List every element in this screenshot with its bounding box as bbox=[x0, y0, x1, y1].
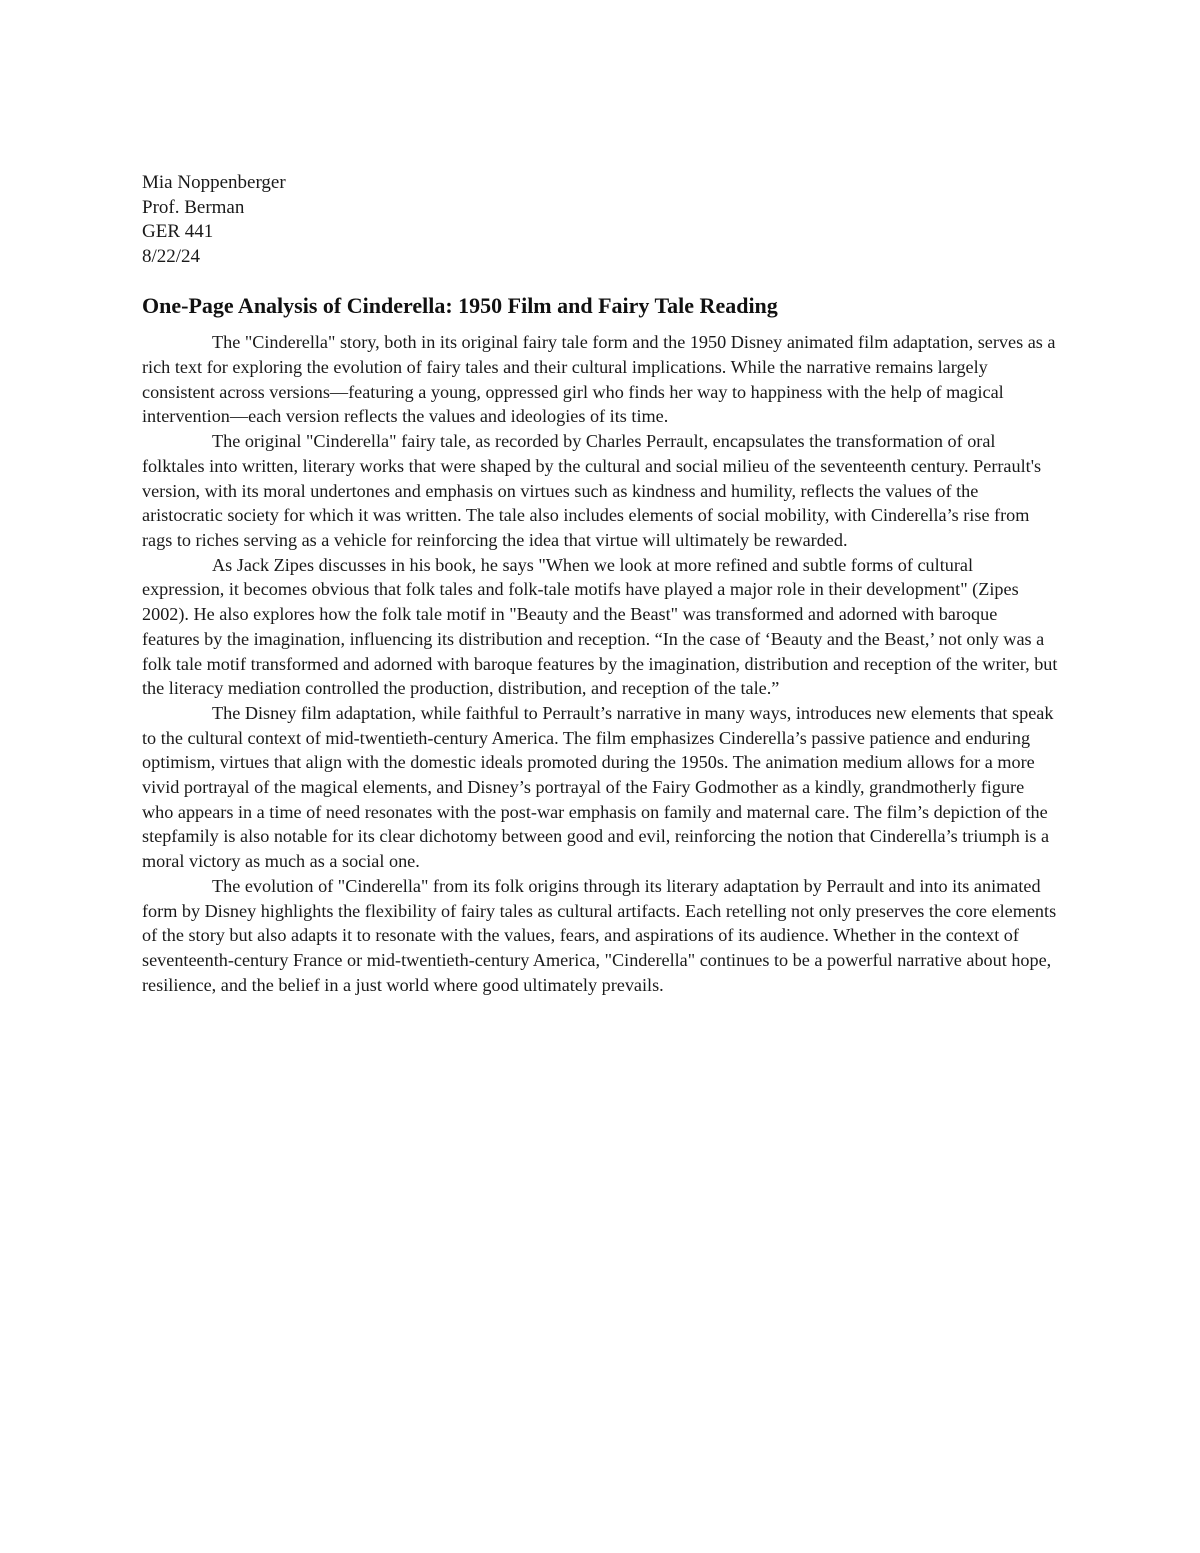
paragraph-conclusion: The evolution of "Cinderella" from its folk origins through its literary adaptation by Perrault and into its animated form by Disney highlights the flexibility of fairy tales as cultural artifacts. Each retelling not only preserves the core elements of the story but also adapts it to resonate with the values, fears, and aspirations of its audience. Whether in the context of seventeenth-century France or mid-twentieth-century America, "Cinderella" continues to be a powerful narrative about hope, resilience, and the belief in a just world where good ultimately prevails. bbox=[142, 875, 1057, 995]
document-header bbox=[142, 171, 1058, 269]
document-body bbox=[142, 330, 1058, 997]
paragraph-intro: The "Cinderella" story, both in its original fairy tale form and the 1950 Disney animated film adaptation, serves as a rich text for exploring the evolution of fairy tales and their cultural implications. While the narrative remains largely consistent across versions—featuring a young, oppressed girl who finds her way to happiness with the help of magical intervention—each version reflects the values and ideologies of its time. bbox=[142, 332, 1056, 427]
paragraph-perrault: The original "Cinderella" fairy tale, as recorded by Charles Perrault, encapsulates the transformation of oral folktales into written, literary works that were shaped by the cultural and social milieu of the seventeenth century. Perrault's version, with its moral undertones and emphasis on virtues such as kindness and humility, reflects the values of the aristocratic society for which it was written. The tale also includes elements of social mobility, with Cinderella’s rise from rags to riches serving as a vehicle for reinforcing the idea that virtue will ultimately be rewarded. bbox=[142, 431, 1042, 550]
course-code: GER 441 bbox=[142, 221, 214, 243]
professor-name: Prof. Berman bbox=[142, 196, 245, 218]
author-name: Mia Noppenberger bbox=[142, 172, 286, 193]
paragraph-zipes: As Jack Zipes discusses in his book, he says "When we look at more refined and subtle forms of cultural expression, it becomes obvious that folk tales and folk-tale motifs have played a major role in their development" (Zipes 2002). He also explores how the folk tale motif in "Beauty and the Beast" was transformed and adorned with baroque features by the imagination, influencing its distribution and reception. “In the case of ‘Beauty and the Beast,’ not only was a folk tale motif transformed and adorned with baroque features by the imagination, distribution and reception of the writer, but the literacy mediation controlled the production, distribution, and reception of the tale.” bbox=[142, 554, 1058, 699]
document-date: 8/22/24 bbox=[142, 245, 201, 267]
paragraph-disney: The Disney film adaptation, while faithful to Perrault’s narrative in many ways, introduces new elements that speak to the cultural context of mid-twentieth-century America. The film emphasizes Cinderella’s passive patience and enduring optimism, virtues that align with the domestic ideals promoted during the 1950s. The animation medium allows for a more vivid portrayal of the magical elements, and Disney’s portrayal of the Fairy Godmother as a kindly, grandmotherly figure who appears in a time of need resonates with the post-war emphasis on family and maternal care. The film’s depiction of the stepfamily is also notable for its clear dichotomy between good and evil, reinforcing the notion that Cinderella’s triumph is a moral victory as much as a social one. bbox=[142, 702, 1054, 872]
document-title: One-Page Analysis of Cinderella: 1950 Film and Fairy Tale Reading bbox=[142, 293, 778, 319]
document-content bbox=[142, 171, 1058, 997]
